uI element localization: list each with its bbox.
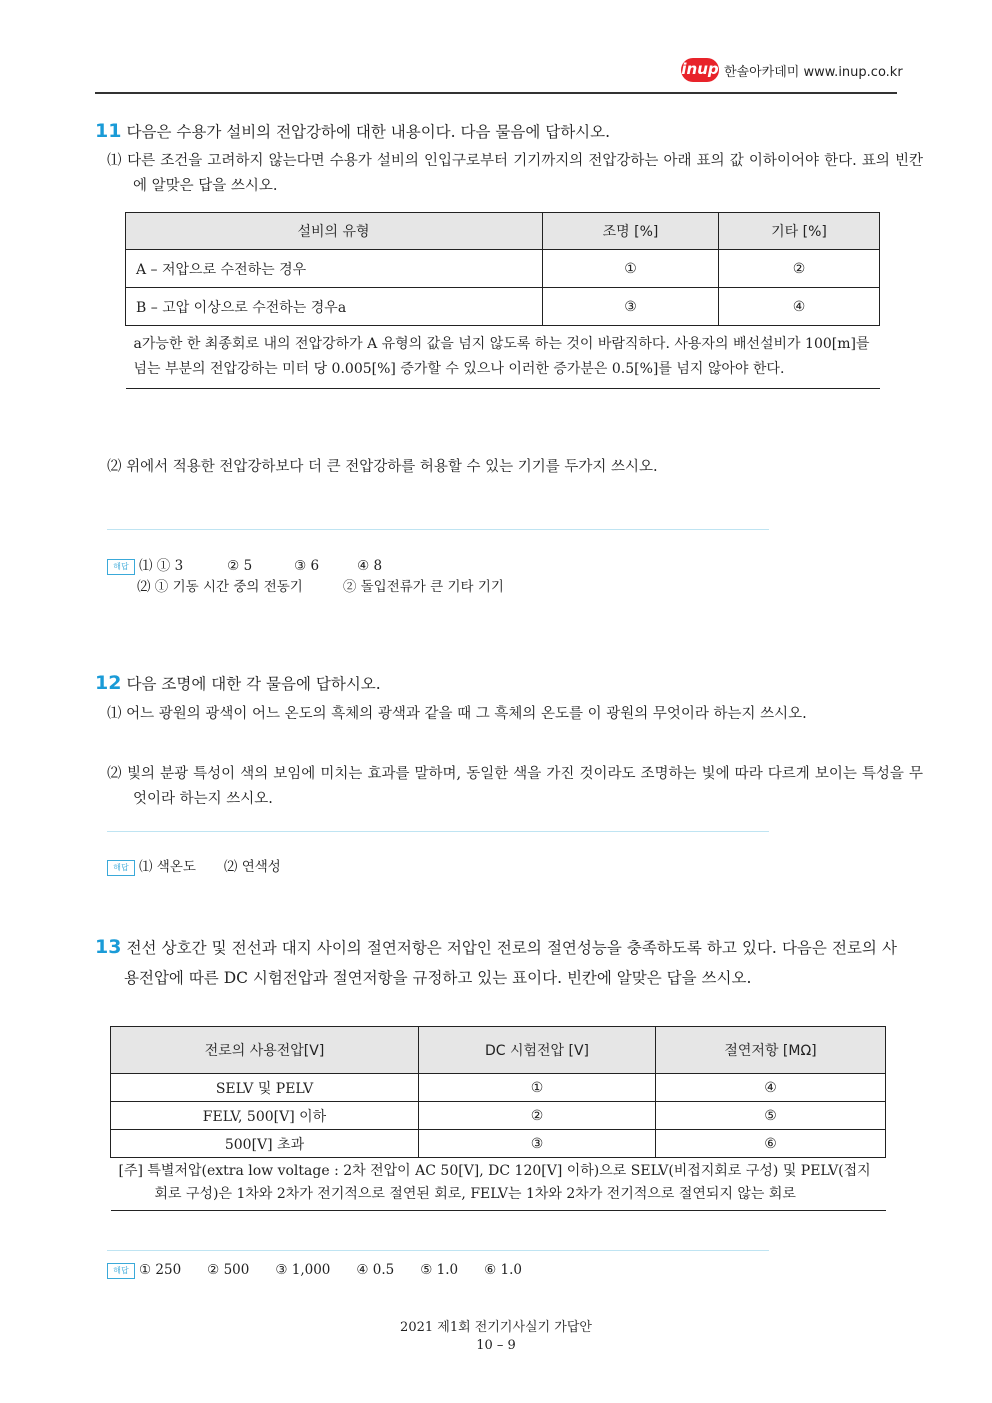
table-note: a가능한 한 최종회로 내의 전압강하가 A 유형의 값을 넘지 않도록 하는 것이 바람직하다. 사용자의 배선설비가 100[m]를 넘는 부분의 전압강하는 미터 당 0.005[%] 증가할 수 있으나 이러한 증가분은 0.5[%]를 넘지 않아야 한다.: [126, 326, 880, 389]
table-cell: A – 저압으로 수전하는 경우: [126, 250, 543, 288]
q13-answer: [107, 1259, 522, 1281]
answer-item: ④ 0.5: [356, 1262, 395, 1278]
table-header-row: [126, 213, 880, 250]
answer-item: ② 500: [207, 1262, 250, 1278]
answer-item: ⑵ ① 기동 시간 중의 전동기: [137, 579, 303, 595]
table-cell: ④: [656, 1074, 886, 1102]
q12-sub1: ⑴ 어느 광원의 광색이 어느 온도의 흑체의 광색과 같을 때 그 흑체의 온도를 이 광원의 무엇이라 하는지 쓰시오.: [107, 706, 807, 722]
table-cell: ①: [419, 1074, 656, 1102]
answer-item: ⑥ 1.0: [484, 1262, 523, 1278]
inup-logo: inup: [681, 58, 719, 82]
table-header: 조명 [%]: [543, 213, 719, 250]
table-header: 기타 [%]: [719, 213, 880, 250]
question-text: 다음은 수용가 설비의 전압강하에 대한 내용이다. 다음 물음에 답하시오.: [126, 123, 611, 141]
table-cell: ③: [543, 288, 719, 326]
answer-divider: [107, 831, 769, 832]
table-header-row: [111, 1027, 886, 1074]
table-note-row: [126, 326, 880, 389]
question-number: 13: [95, 936, 122, 958]
header-rule: [95, 92, 897, 94]
q12-answer: [107, 856, 281, 878]
answer-item: ③ 1,000: [275, 1262, 331, 1278]
answer-badge: 해답: [107, 860, 135, 876]
answer-item: ② 5: [227, 558, 253, 574]
table-cell: ①: [543, 250, 719, 288]
table-cell: ⑥: [656, 1130, 886, 1158]
answer-item: ④ 8: [357, 558, 383, 574]
answer-item: ② 돌입전류가 큰 기타 기기: [342, 579, 504, 595]
question-text: 전선 상호간 및 전선과 대지 사이의 절연저항은 저압인 전로의 절연성능을 충족하도록 하고 있다. 다음은 전로의 사용전압에 따른 DC 시험전압과 절연저항을 규정하고 있는 표이다. 빈칸에 알맞은 답을 쓰시오.: [124, 939, 897, 987]
table-header: 절연저항 [MΩ]: [656, 1027, 886, 1074]
table-cell: SELV 및 PELV: [111, 1074, 419, 1102]
table-cell: ⑤: [656, 1102, 886, 1130]
question-13: [95, 932, 897, 993]
q11-sub1: ⑴ 다른 조건을 고려하지 않는다면 수용가 설비의 인입구로부터 기기까지의 전압강하는 아래 표의 값 이하이어야 한다. 표의 빈칸에 알맞은 답을 쓰시오.: [107, 153, 923, 194]
voltage-drop-table: [125, 212, 880, 389]
question-number: 11: [95, 120, 122, 142]
question-text: 다음 조명에 대한 각 물음에 답하시오.: [126, 675, 381, 693]
answer-item: ⑤ 1.0: [420, 1262, 459, 1278]
answer-item: ③ 6: [294, 558, 320, 574]
q11-answer-line2: [137, 576, 504, 598]
brand-text: 한솔아카데미 www.inup.co.kr: [724, 65, 903, 80]
q11-sub2: ⑵ 위에서 적용한 전압강하보다 더 큰 전압강하를 허용할 수 있는 기기를 두가지 쓰시오.: [107, 459, 658, 475]
table-row: [126, 288, 880, 326]
table-cell: ②: [719, 250, 880, 288]
table-cell: ④: [719, 288, 880, 326]
table-row: [126, 250, 880, 288]
table-note-text: [주] 특별저압(extra low voltage : 2차 전압이 AC 50[V], DC 120[V] 이하)으로 SELV(비접지회로 구성) 및 PELV(접지회로 구성)은 1차와 2차가 전기적으로 절연된 회로, FELV는 1차와 2차가 전기적으로 절연되지 않는 회로: [118, 1163, 871, 1202]
table-note: [111, 1158, 886, 1211]
answer-item: ① 250: [139, 1262, 182, 1278]
answer-item: ⑵ 연색성: [223, 859, 281, 875]
answer-divider: [107, 1250, 769, 1251]
insulation-resistance-table: [110, 1026, 886, 1211]
table-cell: 500[V] 초과: [111, 1130, 419, 1158]
table-header: 전로의 사용전압[V]: [111, 1027, 419, 1074]
table-row: [111, 1074, 886, 1102]
answer-divider: [107, 529, 769, 530]
table-note-row: [111, 1158, 886, 1211]
answer-item: ⑴ ① 3: [139, 558, 184, 574]
table-cell: ②: [419, 1102, 656, 1130]
table-row: [111, 1130, 886, 1158]
question-11: [95, 117, 895, 147]
table-header: DC 시험전압 [V]: [419, 1027, 656, 1074]
q11-answer-line1: [107, 555, 382, 577]
table-header: 설비의 유형: [126, 213, 543, 250]
answer-badge: 해답: [107, 1263, 135, 1279]
table-cell: B – 고압 이상으로 수전하는 경우a: [126, 288, 543, 326]
q12-sub2: ⑵ 빛의 분광 특성이 색의 보임에 미치는 효과를 말하며, 동일한 색을 가진 것이라도 조명하는 빛에 따라 다르게 보이는 특성을 무엇이라 하는지 쓰시오.: [107, 766, 923, 807]
answer-badge: 해답: [107, 559, 135, 575]
table-cell: ③: [419, 1130, 656, 1158]
question-number: 12: [95, 672, 122, 694]
question-12: [95, 669, 895, 699]
page-number: 10 – 9: [476, 1338, 516, 1353]
table-cell: FELV, 500[V] 이하: [111, 1102, 419, 1130]
answer-item: ⑴ 색온도: [139, 859, 196, 875]
table-row: [111, 1102, 886, 1130]
footer-title: 2021 제1회 전기기사실기 가답안: [400, 1320, 592, 1335]
